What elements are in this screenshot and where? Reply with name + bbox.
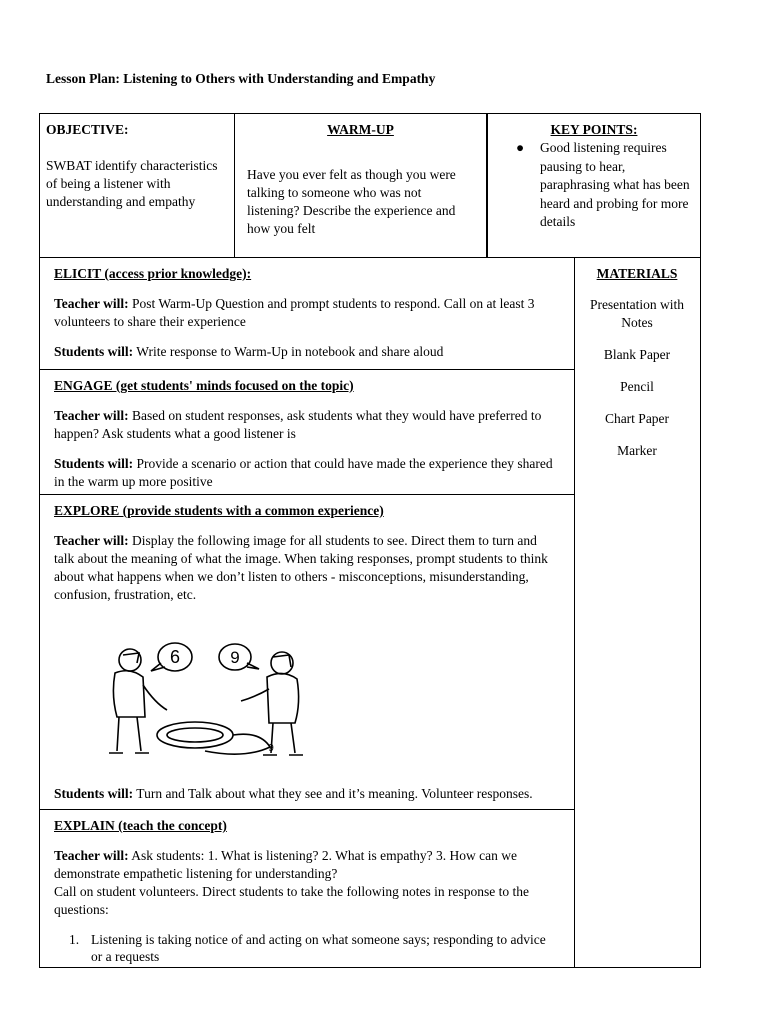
top-table [39,113,701,258]
key-point-text: Good listening requires pausing to hear, paraphrasing what has been heard and probing for more details [540,140,690,229]
materials-item: Pencil [620,379,654,394]
procedure-column [40,258,575,967]
warmup-cell [235,114,488,257]
explore-teacher: Teacher will: Display the following image for all students to see. Direct them to turn and talk about the meaning of what the image. When taking responses, prompt students to think about what happens when we don’t listen to others - misconceptions, misunderstanding, confusion, frustration, etc. [54,533,548,602]
explain-section [40,810,574,968]
elicit-teacher: Teacher will: Post Warm-Up Question and prompt students to respond. Call on at least 3 volunteers to share their experience [54,296,535,329]
lesson-table [39,258,701,968]
materials-item: Presentation with Notes [589,297,685,330]
objective-heading: OBJECTIVE: [46,122,129,137]
key-point-item [498,139,690,232]
left-bubble-number: 6 [169,647,181,667]
bullet-icon: ● [516,140,525,155]
explain-teacher-2: Call on student volunteers. Direct students to take the following notes in response to the questions: [54,884,530,917]
key-points-cell [488,114,700,257]
explore-heading: EXPLORE (provide students with a common experience) [54,503,384,518]
objective-text: SWBAT identify characteristics of being a listener with understanding and empathy [46,158,218,209]
warmup-heading: WARM-UP [327,122,394,137]
warmup-text: Have you ever felt as though you were talking to someone who was not listening? Describe the experience and how you felt [247,167,456,236]
page-title: Lesson Plan: Listening to Others with Understanding and Empathy [46,71,436,86]
list-item: 1. Listening is taking notice of and acting on what someone says; responding to advice or a requests [69,932,546,964]
materials-item: Chart Paper [604,411,670,426]
engage-section [40,370,574,495]
elicit-section [40,258,574,370]
materials-heading: MATERIALS [596,266,678,281]
key-points-heading: KEY POINTS: [550,122,638,137]
engage-heading: ENGAGE (get students' minds focused on the topic) [54,378,354,393]
materials-item: Blank Paper [603,347,671,362]
engage-teacher: Teacher will: Based on student responses, ask students what they would have preferred to happen? Ask students what a good listener is [54,408,542,441]
elicit-heading: ELICIT (access prior knowledge): [54,266,252,281]
explain-heading: EXPLAIN (teach the concept) [54,818,227,833]
elicit-students: Students will: Write response to Warm-Up in notebook and share aloud [54,344,444,359]
explore-students: Students will: Turn and Talk about what they see and it’s meaning. Volunteer responses. [54,786,533,801]
explore-section [40,495,574,810]
materials-item: Marker [617,443,657,458]
engage-students: Students will: Provide a scenario or action that could have made the experience they shared in the warm up more positive [54,456,553,489]
objective-cell [40,114,235,257]
floor-number: 9 [268,743,274,754]
right-bubble-number: 9 [230,648,240,667]
six-nine-illustration [95,635,345,760]
materials-column [574,258,700,967]
explain-teacher: Teacher will: Ask students: 1. What is listening? 2. What is empathy? 3. How can we demonstrate empathetic listening for understanding? [54,848,517,881]
